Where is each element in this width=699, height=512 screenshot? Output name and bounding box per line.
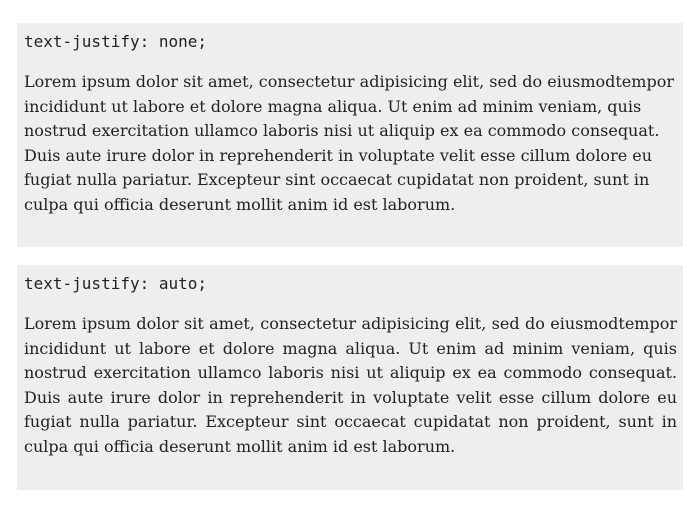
example-panel-auto (17, 265, 683, 490)
code-label-none: text-justify: none; (24, 32, 208, 51)
code-label-auto: text-justify: auto; (24, 274, 208, 293)
lorem-paragraph-auto: Lorem ipsum dolor sit amet, consectetur adipisicing elit, sed do eiusmodtempor incididunt ut labore et dolore magna aliqua. Ut enim ad minim veniam, quis nostrud exercitation ullamco laboris nisi ut aliquip ex ea commodo consequat. Duis aute irure dolor in reprehenderit in voluptate velit esse cillum dolore eu fugiat nulla pariatur. Excepteur sint occaecat cupidatat non proident, sunt in culpa qui officia deserunt mollit anim id est laborum. (24, 314, 677, 456)
lorem-paragraph-none: Lorem ipsum dolor sit amet, consectetur adipisicing elit, sed do eiusmodtempor incididunt ut labore et dolore magna aliqua. Ut enim ad minim veniam, quis nostrud exercitation ullamco laboris nisi ut aliquip ex ea commodo consequat. Duis aute irure dolor in reprehenderit in voluptate velit esse cillum dolore eu fugiat nulla pariatur. Excepteur sint occaecat cupidatat non proident, sunt in culpa qui officia deserunt mollit anim id est laborum. (24, 72, 674, 214)
example-panel-none (17, 23, 683, 247)
